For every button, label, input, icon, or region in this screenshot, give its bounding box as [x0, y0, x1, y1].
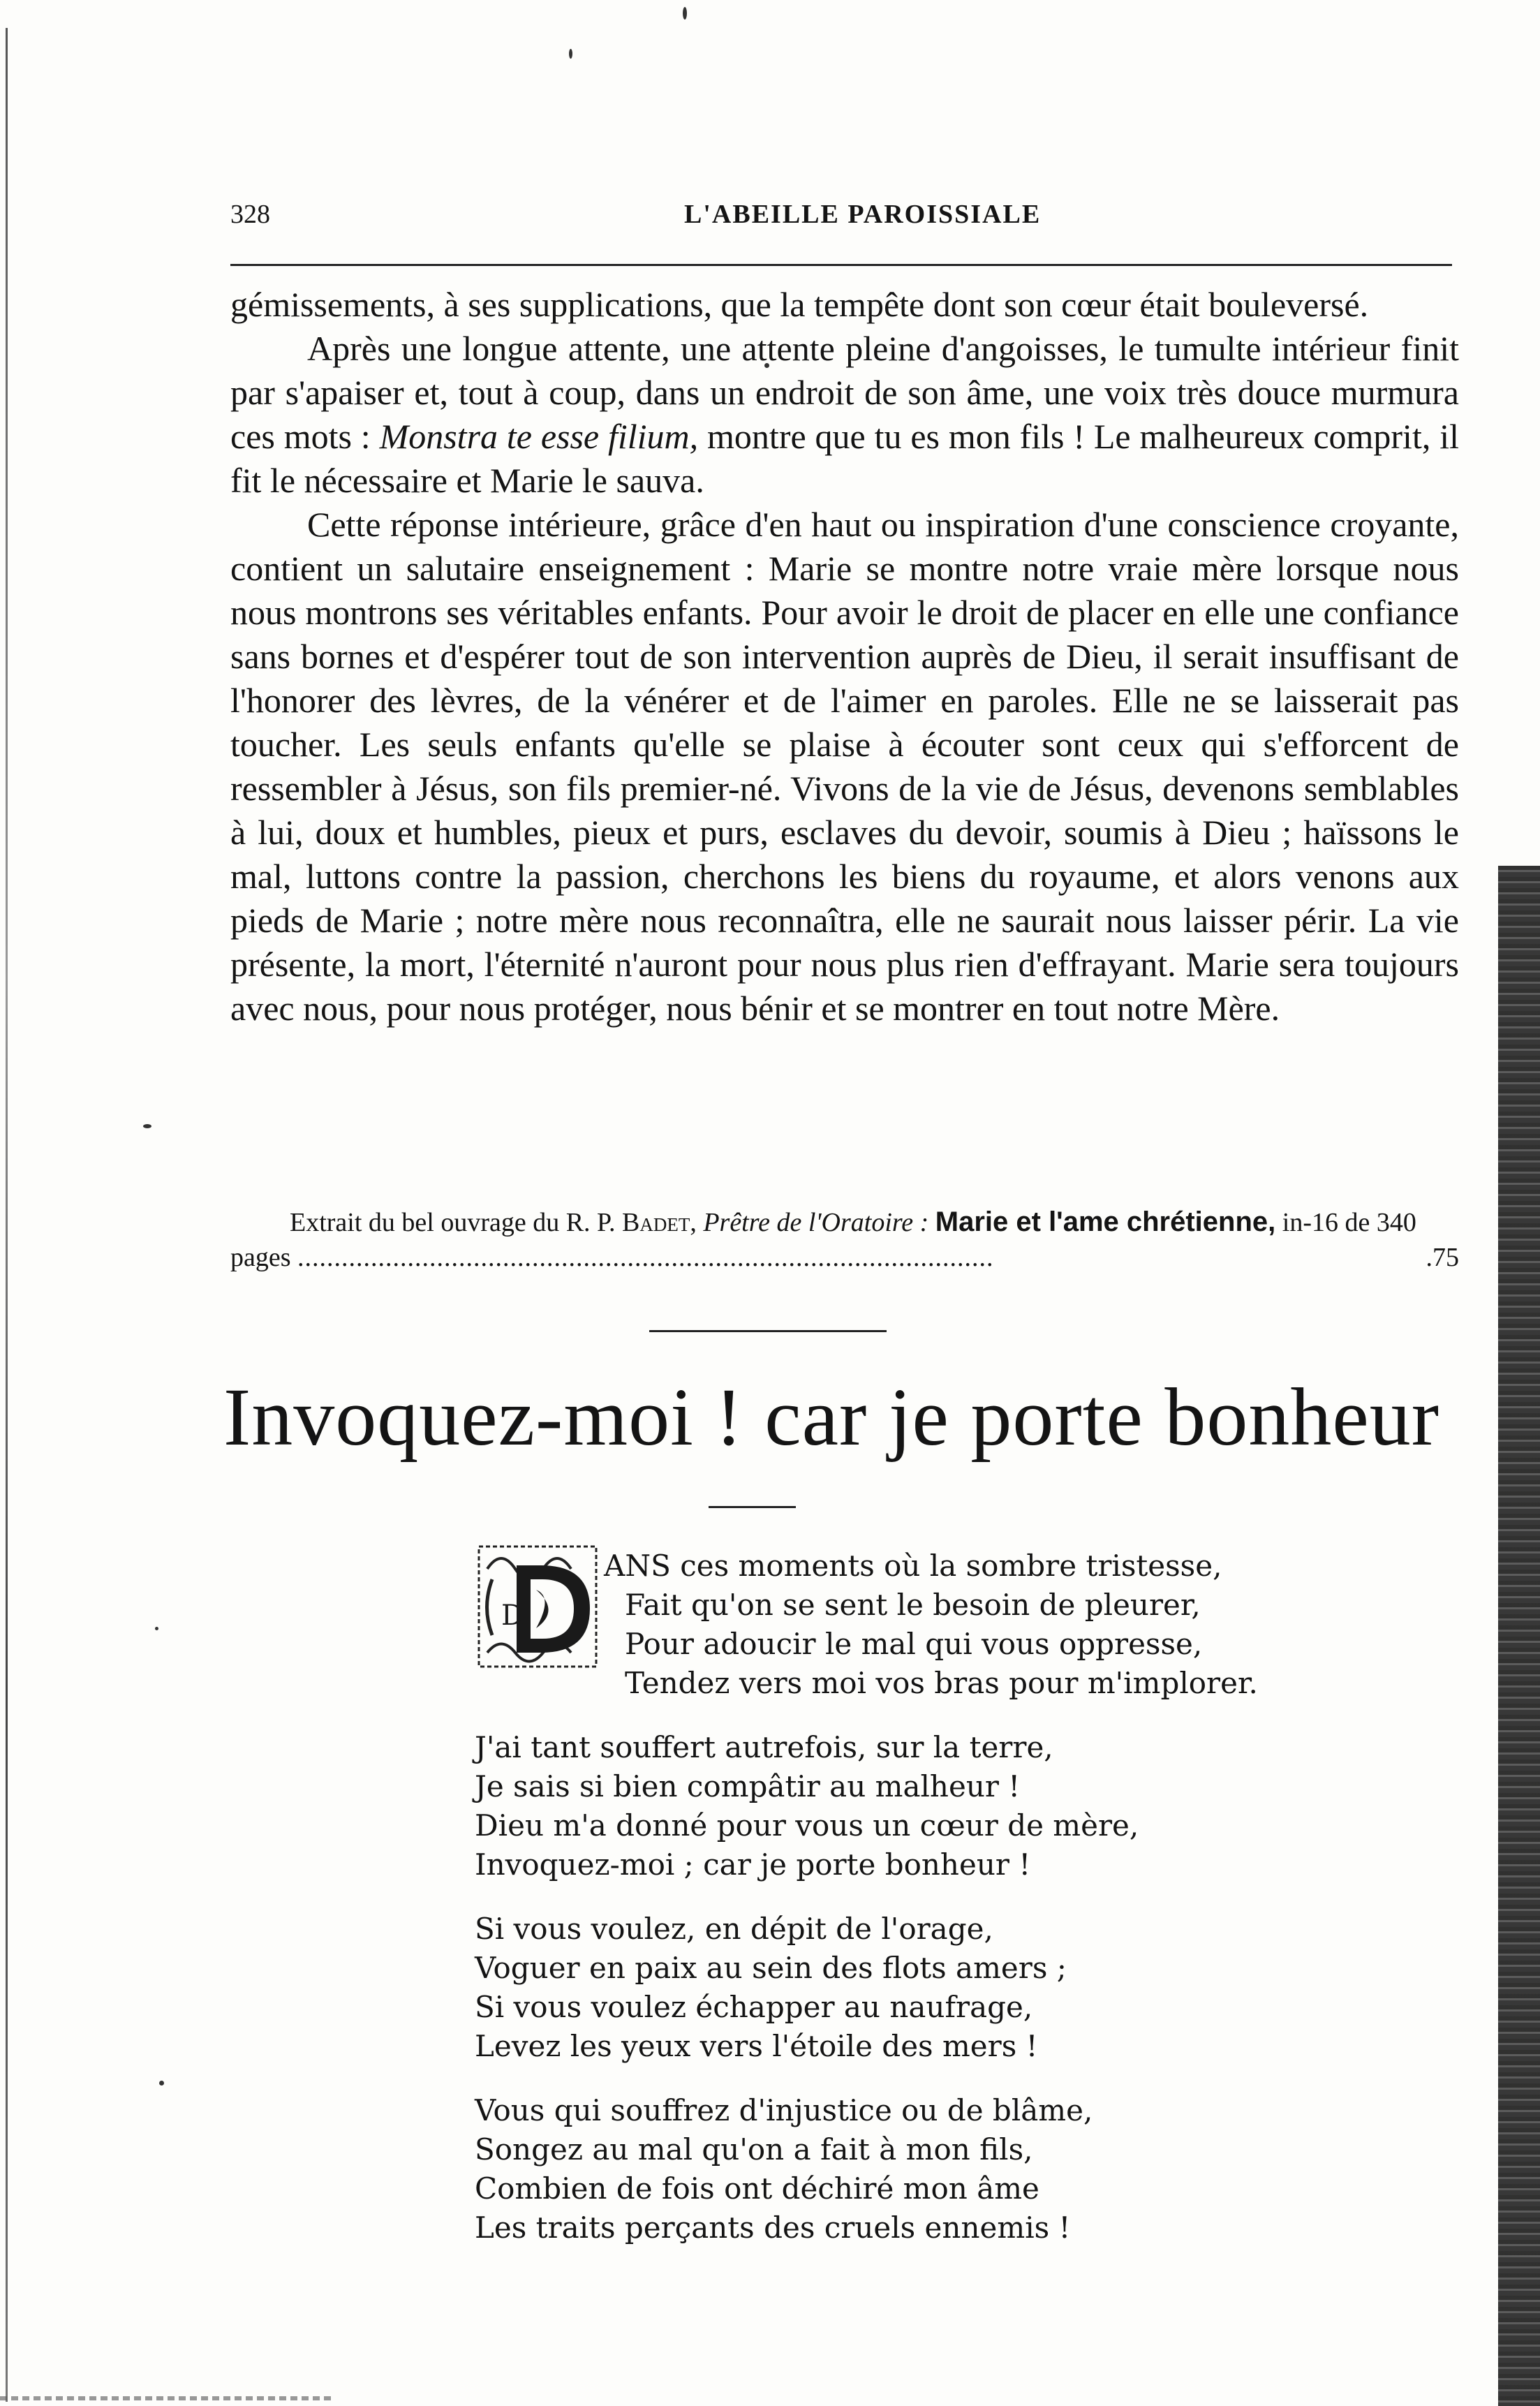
- stanza-2: [475, 1728, 1452, 1884]
- page-number: 328: [230, 200, 270, 229]
- verse-line: J'ai tant souffert autrefois, sur la terre,: [475, 1730, 1053, 1764]
- verse-line: Vous qui souffrez d'injustice ou de blâme,: [475, 2093, 1093, 2127]
- paragraph-2: [230, 327, 1459, 503]
- speck: [159, 2081, 164, 2086]
- verse-line: Songez au mal qu'on a fait à mon fils,: [475, 2132, 1033, 2167]
- scan-edge-right: [1498, 866, 1540, 2406]
- citation-price: .75: [1426, 1243, 1459, 1272]
- citation-role: Prêtre de l'Oratoire :: [696, 1208, 935, 1237]
- poem-body: [475, 1547, 1452, 2273]
- verse-line: Fait qu'on se sent le besoin de pleurer,: [625, 1588, 1201, 1622]
- paragraph-1: gémissements, à ses supplications, que la tempête dont son cœur était bouleversé.: [230, 285, 1369, 324]
- verse-line: Je sais si bien compâtir au malheur !: [475, 1769, 1021, 1803]
- verse-line: Levez les yeux vers l'étoile des mers !: [475, 2029, 1038, 2063]
- running-title: L'ABEILLE PAROISSIALE: [684, 200, 1042, 229]
- paragraph-2-end: montre que tu es mon fils ! Le malheureux comprit, il fit le nécessaire et Marie le sauva.: [230, 417, 1459, 500]
- verse-line: Dieu m'a donné pour vous un cœur de mère,: [475, 1808, 1139, 1843]
- verse-line: Si vous voulez échapper au naufrage,: [475, 1990, 1033, 2024]
- scan-edge-left: [6, 28, 8, 2402]
- latin-quote: Monstra te esse filium,: [379, 417, 699, 456]
- citation-prefix: Extrait du bel ouvrage du R. P.: [290, 1208, 622, 1237]
- verse-line: Les traits perçants des cruels ennemis !: [475, 2211, 1071, 2245]
- stanza-4: [475, 2091, 1452, 2248]
- verse-line: ANS ces moments où la sombre tristesse,: [604, 1549, 1222, 1583]
- poem-title: Invoquez-moi ! car je porte bonheur: [223, 1371, 1440, 1463]
- scan-artifact: [0, 2396, 335, 2400]
- header-rule: [230, 264, 1452, 266]
- stanza-1: [475, 1547, 1452, 1703]
- stanza-3: [475, 1910, 1452, 2066]
- citation-text: [230, 1204, 1459, 1275]
- citation-details: in-16 de 340 pages: [230, 1208, 1416, 1272]
- verse-line: Pour adoucir le mal qui vous oppresse,: [625, 1627, 1203, 1661]
- citation-leader: ...............................................................................................: [297, 1243, 994, 1272]
- citation-book-title: Marie et l'ame chrétienne,: [935, 1206, 1276, 1237]
- source-citation: [230, 1204, 1459, 1275]
- dropcap-letter: D: [501, 1600, 524, 1632]
- page-header: [230, 199, 1452, 241]
- paragraph-3: Cette réponse intérieure, grâce d'en haut ou inspiration d'une conscience croyante, contient un salutaire enseignement : Marie se montre notre vraie mère lorsque nous nous montrons ses véritables enfants. Pour avoir le droit de placer en elle une confiance sans bornes et d'espérer tout de son intervention auprès de Dieu, il serait insuffisant de l'honorer des lèvres, de la vénérer et de l'aimer en paroles. Elle ne se laisserait pas toucher. Les seuls enfants qu'elle se plaise à écouter sont ceux qui s'efforcent de ressembler à Jésus, son fils premier-né. Vivons de la vie de Jésus, devenons semblables à lui, doux et humbles, pieux et purs, esclaves du devoir, soumis à Dieu ; haïssons le mal, luttons contre la passion, cherchons les biens du royaume, et alors venons aux pieds de Marie ; notre mère nous reconnaîtra, elle ne saurait nous laisser périr. La vie présente, la mort, l'éternité n'auront pour nous plus rien d'effrayant. Marie sera toujours avec nous, pour nous protéger, nous bénir et se montrer en tout notre Mère.: [230, 505, 1459, 1028]
- citation-author: Badet,: [621, 1208, 697, 1237]
- speck: [155, 1627, 158, 1630]
- verse-line: Voguer en paix au sein des flots amers ;: [475, 1951, 1067, 1985]
- verse-line: Combien de fois ont déchiré mon âme: [475, 2171, 1039, 2206]
- article-body: [230, 283, 1459, 1031]
- verse-line: Invoquez-moi ; car je porte bonheur !: [475, 1847, 1031, 1882]
- speck: [143, 1124, 151, 1128]
- section-divider: [649, 1330, 887, 1332]
- speck: [683, 7, 687, 20]
- verse-line: Tendez vers moi vos bras pour m'implorer.: [625, 1666, 1258, 1700]
- verse-line: Si vous voulez, en dépit de l'orage,: [475, 1912, 993, 1946]
- speck: [569, 49, 572, 59]
- title-underline: [709, 1506, 796, 1508]
- paragraph-2-start: Après une longue attente, une attente pleine d'angoisses, le tumulte intérieur finit par s'apaiser et, tout à coup, dans un endroit de son âme, une voix très douce murmura ces mots :: [230, 329, 1459, 456]
